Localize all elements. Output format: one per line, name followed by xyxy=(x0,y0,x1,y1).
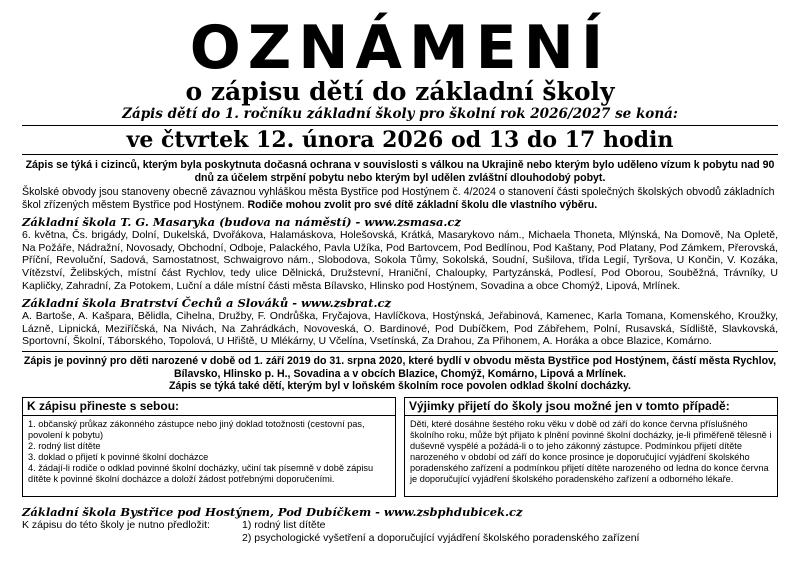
page-subtitle: o zápisu dětí do základní školy xyxy=(185,77,615,106)
req-label: K zápisu do této školy je nutno předložit: xyxy=(22,518,210,531)
bring-item: 1. občanský průkaz zákonného zástupce nebo jiný doklad totožnosti (cestovní pas, povolení k pobytu) xyxy=(28,418,365,440)
school2-streets: A. Bartoše, A. Kašpara, Bělidla, Cihelna, Družby, F. Ondrůška, Fryčajova, Havlíčkova, Hostýnská, Jeřabinová, Kamenec, Karla Tomana, Komenského, Kroužky, Lázně, Lipnická, Meziříčská, Na Nivách, Na Zahrádkách, Novoveská, O. Bardinové, Pod Dubíčkem, Pod Zábřehem, Polní, Rusavská, Sídliště, Slavkovská, Sportovní, Školní, Táborského, Topolová, U Hřiště, U Mlékárny, U Včelína, Vsetínská, Za Drahou, Za Přihonem, A. Horáka a obce Blazice, Komárno. xyxy=(22,309,778,348)
school3-requirements xyxy=(22,519,778,532)
foreigners-note: Zápis se týká i cizinců, kterým byla poskytnuta dočasná ochrana v souvislosti s válkou na Ukrajině nebo kterým bylo uděleno vízum k pobytu nad 90 dnů za účelem strpění pobytu nebo kterým byl udělen zvláštní dlouhodobý pobyt. xyxy=(25,159,775,184)
bring-item: 4. žádají-li rodiče o odklad povinné školní docházky, učiní tak písemně v době zápisu dítěte k povinné školní docházce a doloží žádost potřebnými doporučeními. xyxy=(28,462,374,484)
bring-list xyxy=(23,416,395,488)
req-spacer xyxy=(22,532,242,545)
districts-text: Školské obvody jsou stanoveny obecně závaznou vyhláškou města Bystřice pod Hostýnem č. 4/2024 o stanovení části společných školských obvodů základních škol zřízených městem Bystřice pod Hostýnem. xyxy=(22,186,775,211)
exceptions-heading: Výjimky přijetí do školy jsou možné jen v tomto případě: xyxy=(405,398,777,416)
districts-bold: Rodiče mohou zvolit pro své dítě základní školu dle vlastního výběru. xyxy=(247,198,598,211)
info-boxes xyxy=(22,397,778,497)
enrollment-date: ve čtvrtek 12. února 2026 od 13 do 17 hodin xyxy=(22,125,778,155)
school3-name: Základní škola Bystřice pod Hostýnem, Pod Dubíčkem - www.zsbphdubicek.cz xyxy=(22,504,523,519)
school1-streets: 6. května, Čs. brigády, Dolní, Dukelská, Dvořákova, Halamáskova, Holešovská, Krátká, Masarykovo nám., Michaela Thoneta, Mlýnská, Na Domově, Na Opletě, Na Požáře, Nádražní, Novosady, Obchodní, Odboje, Palackého, Pavla Užíka, Pod Bartovcem, Pod Bedlínou, Pod Kaštany, Pod Platany, Pod Zámkem, Přerovská, Příční, Revoluční, Sadová, Samostatnost, Schwaigrovo nám., Slobodova, Sokola Tůmy, Sokolská, Soudní, Sušilova, třída Legií, Tyršova, U Končin, V. Kozáka, Vítězství, Želibských, místní část Rychlov, tedy ulice Dělnická, Družstevní, Hraniční, Chaloupky, Partyzánská, Podlesí, Pod Oborou, Souběžná, Trávníky, U Kapličky, Zahradní, Za Potokem, Luční a dále místní části města Bílavsko, Hlinsko pod Hostýnem, Sovadina a obce Chomýž, Lipová, Mrlínek. xyxy=(22,228,778,292)
school2-name: Základní škola Bratrství Čechů a Slováků - www.zsbrat.cz xyxy=(22,295,391,310)
announcement-page xyxy=(0,13,800,583)
bring-item: 2. rodný list dítěte xyxy=(28,440,101,451)
exceptions-box xyxy=(404,397,778,497)
page-title: OZNÁMENÍ xyxy=(189,13,611,83)
districts-note xyxy=(22,186,778,212)
req-item: 1) rodný list dítěte xyxy=(242,518,326,531)
bring-heading: K zápisu přineste s sebou: xyxy=(23,398,395,416)
school3-requirements-2 xyxy=(22,532,778,545)
school1-name: Základní škola T. G. Masaryka (budova na náměstí) - www.zsmasa.cz xyxy=(22,214,461,229)
exceptions-text: Děti, které dosáhne šestého roku věku v době od září do konce června příslušného školního roku, může být přijato k plnění povinné školní docházky, je-li přiměřeně tělesně i duševně vyspělé a požádá-li o to jeho zákonný zástupce. Podmínkou přijetí dítěte narozeného v období od září do konce prosince je doporučující vyjádření školského poradenského zařízení a podmínkou přijetí dítěte narozeného od ledna do konce června je doporučující vyjádření školského poradenského zařízení a odborného lékaře. xyxy=(410,418,772,484)
bring-item: 3. doklad o přijetí k povinné školní docházce xyxy=(28,451,209,462)
postponed-note: Zápis se týká také dětí, kterým byl v loňském školním roce povolen odklad školní docházky. xyxy=(169,380,631,393)
divider xyxy=(22,351,778,352)
bring-box xyxy=(22,397,396,497)
req-item: 2) psychologické vyšetření a doporučující vyjádření školského poradenského zařízení xyxy=(242,531,640,544)
enrollment-intro: Zápis dětí do 1. ročníku základní školy pro školní rok 2026/2027 se koná: xyxy=(122,106,678,122)
mandatory-note: Zápis je povinný pro děti narozené v době od 1. září 2019 do 31. srpna 2020, které bydlí v obvodu města Bystřice pod Hostýnem, částí města Rychlov, Bílavsko, Hlinsko p. H., Sovadina a v obcích Blazice, Chomýž, Komárno, Lipová a Mrlínek. xyxy=(23,355,777,380)
